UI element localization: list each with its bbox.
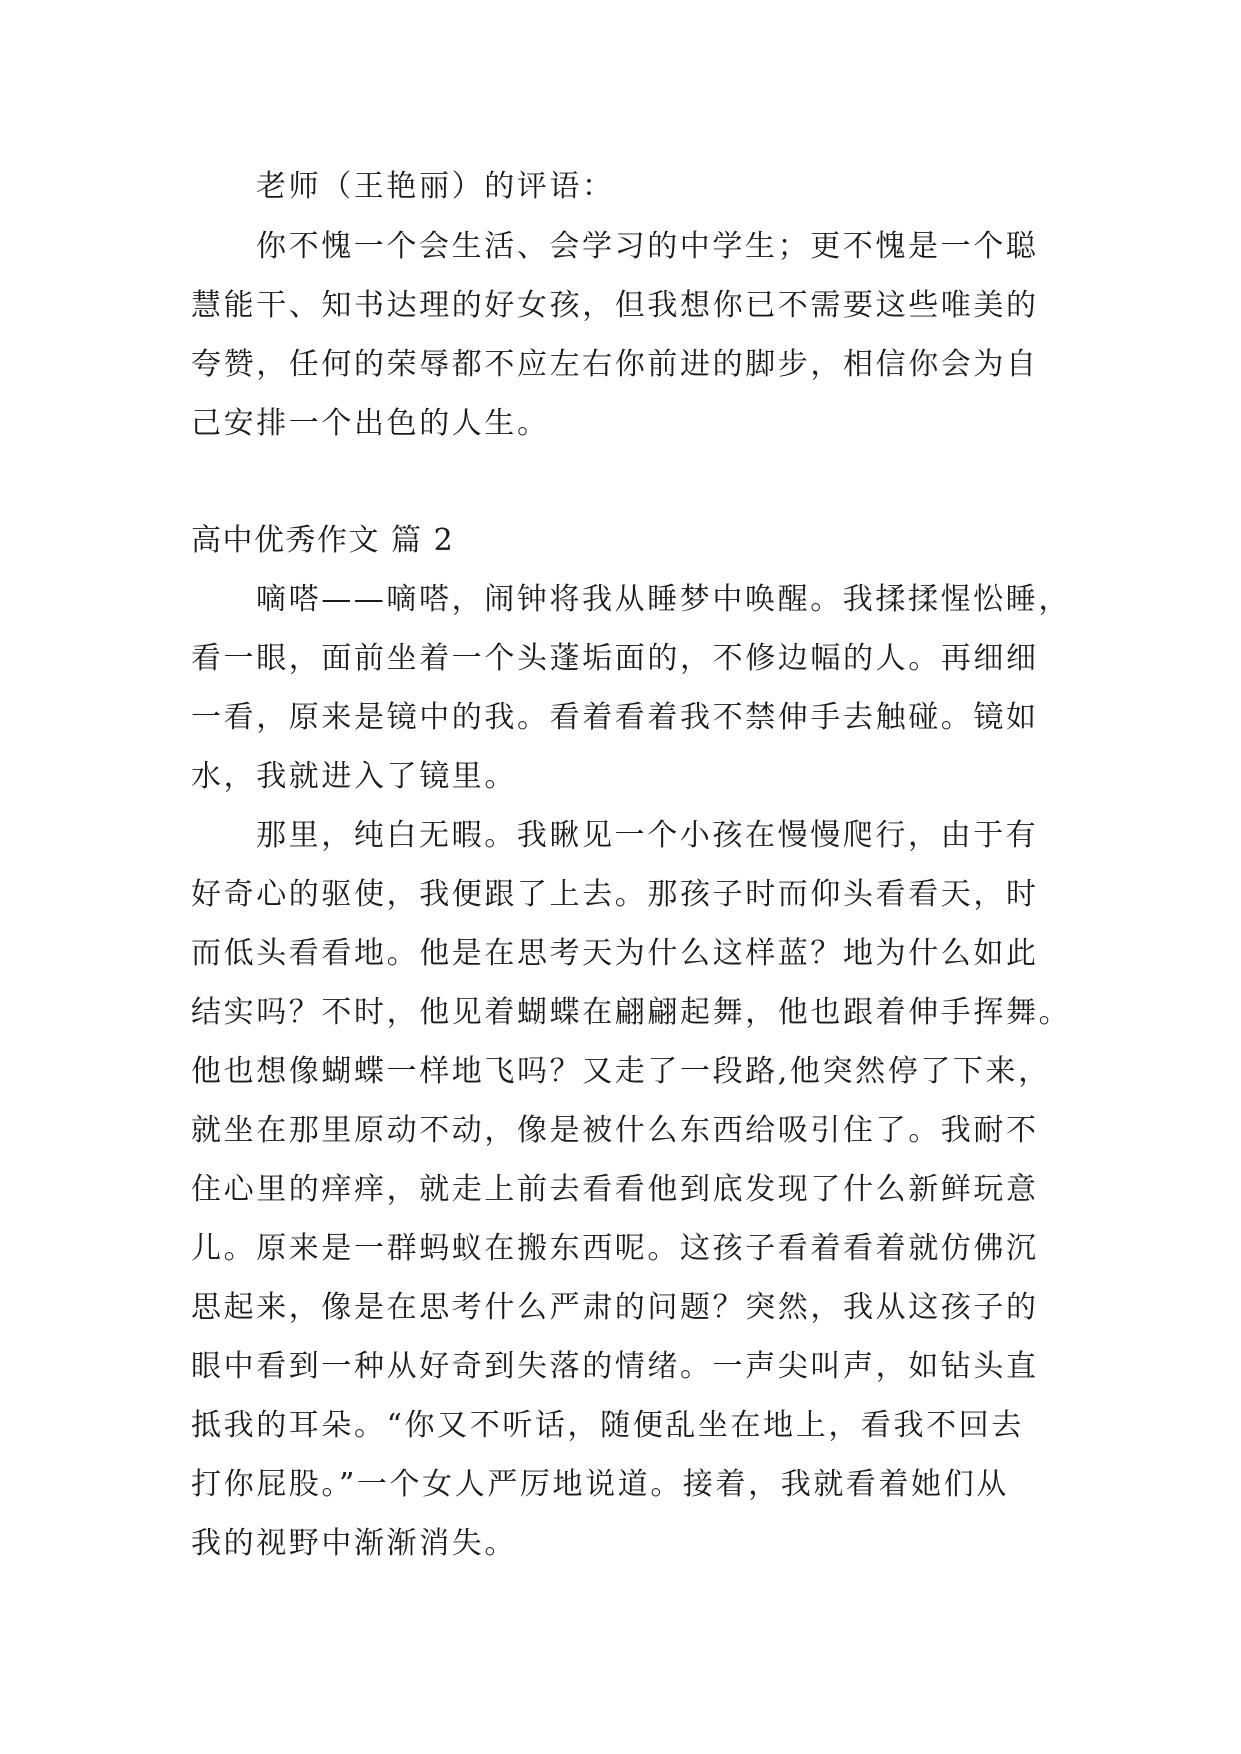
paragraph-line: 儿。原来是一群蚂蚁在搬东西呢。这孩子看着看着就仿佛沉	[191, 1231, 1039, 1266]
paragraph-line: 嘀嗒——嘀嗒，闹钟将我从睡梦中唤醒。我揉揉惺忪睡，	[256, 582, 1071, 617]
paragraph-line: 而低头看看地。他是在思考天为什么这样蓝？地为什么如此	[191, 936, 1039, 971]
paragraph-line: 就坐在那里原动不动，像是被什么东西给吸引住了。我耐不	[191, 1113, 1039, 1148]
paragraph-line: 住心里的痒痒，就走上前去看看他到底发现了什么新鲜玩意	[191, 1172, 1039, 1207]
paragraph-line: 一看，原来是镜中的我。看着看着我不禁伸手去触碰。镜如	[191, 700, 1039, 735]
paragraph-line: 思起来，像是在思考什么严肃的问题？突然，我从这孩子的	[191, 1290, 1039, 1325]
paragraph-line: 我的视野中渐渐消失。	[191, 1526, 517, 1561]
essay-title: 高中优秀作文 篇 2	[191, 523, 455, 558]
comment-line: 己安排一个出色的人生。	[191, 406, 550, 441]
comment-heading: 老师（王艳丽）的评语：	[256, 169, 615, 204]
paragraph-line: 看一眼，面前坐着一个头蓬垢面的，不修边幅的人。再细细	[191, 641, 1039, 676]
comment-line: 你不愧一个会生活、会学习的中学生；更不愧是一个聪	[256, 229, 1039, 264]
paragraph-line: 水，我就进入了镜里。	[191, 759, 517, 794]
comment-line: 慧能干、知书达理的好女孩，但我想你已不需要这些唯美的	[191, 288, 1039, 323]
paragraph-line: 那里，纯白无暇。我瞅见一个小孩在慢慢爬行，由于有	[256, 818, 1039, 853]
paragraph-line: 他也想像蝴蝶一样地飞吗？又走了一段路,他突然停了下来，	[191, 1054, 1051, 1089]
paragraph-line: 眼中看到一种从好奇到失落的情绪。一声尖叫声，如钻头直	[191, 1349, 1039, 1384]
paragraph-line: 打你屁股。”一个女人严厉地说道。接着，我就看着她们从	[191, 1467, 1009, 1502]
paragraph-line: 好奇心的驱使，我便跟了上去。那孩子时而仰头看看天，时	[191, 877, 1039, 912]
comment-line: 夸赞，任何的荣辱都不应左右你前进的脚步，相信你会为自	[191, 347, 1039, 382]
paragraph-line: 抵我的耳朵。“你又不听话，随便乱坐在地上，看我不回去	[191, 1408, 1024, 1443]
paragraph-line: 结实吗？不时，他见着蝴蝶在翩翩起舞，他也跟着伸手挥舞。	[191, 995, 1072, 1030]
